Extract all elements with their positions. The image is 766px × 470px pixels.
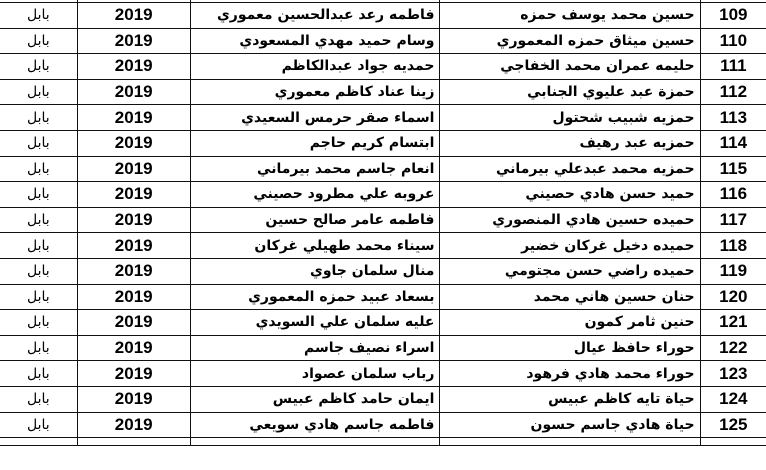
table-row — [0, 361, 766, 387]
row-number-cell: 124 — [700, 386, 766, 412]
table-row-partial-bottom — [0, 438, 766, 446]
student-name-cell: حنين ثامر كمون — [440, 310, 700, 336]
student-name-cell: حميده راضي حسن مجتومي — [440, 258, 700, 284]
student-name-cell: حوراء محمد هادي فرهود — [440, 361, 700, 387]
student-name-cell: حليمه عمران محمد الخفاجي — [440, 54, 700, 80]
mother-name-cell: عروبه علي مطرود حصيني — [190, 182, 440, 208]
student-name-cell: حمزة عبد عليوي الجنابي — [440, 79, 700, 105]
place-cell: بابل — [0, 130, 77, 156]
student-name-cell: حسين ميثاق حمزه المعموري — [440, 28, 700, 54]
table-row — [0, 79, 766, 105]
place-cell: بابل — [0, 105, 77, 131]
row-number-cell: 125 — [700, 412, 766, 438]
row-number-cell: 121 — [700, 310, 766, 336]
year-cell: 2019 — [77, 412, 190, 438]
table-row — [0, 284, 766, 310]
place-cell: بابل — [0, 310, 77, 336]
table-row — [0, 28, 766, 54]
year-cell: 2019 — [77, 28, 190, 54]
student-name-cell: حمزيه شبيب شحتول — [440, 105, 700, 131]
place-cell: بابل — [0, 79, 77, 105]
table-row — [0, 182, 766, 208]
mother-name-cell: بسعاد عبيد حمزه المعموري — [190, 284, 440, 310]
table-row — [0, 412, 766, 438]
place-cell — [0, 438, 77, 446]
row-number-cell: 112 — [700, 79, 766, 105]
place-cell: بابل — [0, 258, 77, 284]
student-name-cell: حميد حسن هادي حصيني — [440, 182, 700, 208]
row-number-cell — [700, 438, 766, 446]
year-cell: 2019 — [77, 258, 190, 284]
place-cell: بابل — [0, 207, 77, 233]
year-cell: 2019 — [77, 233, 190, 259]
row-number-cell: 113 — [700, 105, 766, 131]
student-name-cell: حياة هادي جاسم حسون — [440, 412, 700, 438]
table-row — [0, 335, 766, 361]
student-name-cell: حميده دخيل غركان خضير — [440, 233, 700, 259]
row-number-cell: 122 — [700, 335, 766, 361]
table-row — [0, 156, 766, 182]
year-cell: 2019 — [77, 54, 190, 80]
year-cell: 2019 — [77, 130, 190, 156]
year-cell: 2019 — [77, 3, 190, 29]
mother-name-cell: عليه سلمان علي السويدي — [190, 310, 440, 336]
year-cell: 2019 — [77, 310, 190, 336]
year-cell — [77, 438, 190, 446]
table-row — [0, 233, 766, 259]
year-cell: 2019 — [77, 156, 190, 182]
student-name-cell: حياة تايه كاظم عبيس — [440, 386, 700, 412]
mother-name-cell: اسماء صقر حرمس السعيدي — [190, 105, 440, 131]
mother-name-cell: زينا عناد كاظم معموري — [190, 79, 440, 105]
table-row — [0, 3, 766, 29]
table-row — [0, 207, 766, 233]
row-number-cell: 110 — [700, 28, 766, 54]
mother-name-cell: فاطمه رعد عبدالحسين معموري — [190, 3, 440, 29]
year-cell: 2019 — [77, 284, 190, 310]
year-cell: 2019 — [77, 361, 190, 387]
table-row — [0, 130, 766, 156]
table-row — [0, 386, 766, 412]
row-number-cell: 118 — [700, 233, 766, 259]
row-number-cell: 111 — [700, 54, 766, 80]
row-number-cell: 114 — [700, 130, 766, 156]
place-cell: بابل — [0, 361, 77, 387]
row-number-cell: 120 — [700, 284, 766, 310]
student-name-cell: حمزيه عبد رهيف — [440, 130, 700, 156]
student-name-cell: حسين محمد يوسف حمزه — [440, 3, 700, 29]
row-number-cell: 119 — [700, 258, 766, 284]
year-cell: 2019 — [77, 79, 190, 105]
table-row — [0, 310, 766, 336]
year-cell: 2019 — [77, 335, 190, 361]
row-number-cell: 123 — [700, 361, 766, 387]
year-cell: 2019 — [77, 386, 190, 412]
place-cell: بابل — [0, 3, 77, 29]
mother-name-cell: ايمان حامد كاظم عبيس — [190, 386, 440, 412]
student-name-cell: حمزيه محمد عبدعلي بيرماني — [440, 156, 700, 182]
mother-name-cell: ابتسام كريم حاجم — [190, 130, 440, 156]
mother-name-cell: حمديه جواد عبدالكاظم — [190, 54, 440, 80]
table-row — [0, 54, 766, 80]
year-cell: 2019 — [77, 105, 190, 131]
mother-name-cell: رباب سلمان عصواد — [190, 361, 440, 387]
place-cell: بابل — [0, 335, 77, 361]
mother-name-cell: فاطمه عامر صالح حسين — [190, 207, 440, 233]
mother-name-cell: منال سلمان جاوي — [190, 258, 440, 284]
mother-name-cell — [190, 438, 440, 446]
year-cell: 2019 — [77, 207, 190, 233]
student-name-cell: حوراء حافظ عيال — [440, 335, 700, 361]
place-cell: بابل — [0, 233, 77, 259]
place-cell: بابل — [0, 386, 77, 412]
student-name-cell: حنان حسين هاني محمد — [440, 284, 700, 310]
table-row — [0, 105, 766, 131]
student-name-cell: حميده حسين هادي المنصوري — [440, 207, 700, 233]
place-cell: بابل — [0, 412, 77, 438]
year-cell: 2019 — [77, 182, 190, 208]
place-cell: بابل — [0, 54, 77, 80]
place-cell: بابل — [0, 182, 77, 208]
mother-name-cell: سيناء محمد طهيلي غركان — [190, 233, 440, 259]
mother-name-cell: وسام حميد مهدي المسعودي — [190, 28, 440, 54]
mother-name-cell: اسراء نصيف جاسم — [190, 335, 440, 361]
row-number-cell: 117 — [700, 207, 766, 233]
mother-name-cell: انعام جاسم محمد بيرماني — [190, 156, 440, 182]
place-cell: بابل — [0, 156, 77, 182]
place-cell: بابل — [0, 284, 77, 310]
mother-name-cell: فاطمه جاسم هادي سويعي — [190, 412, 440, 438]
row-number-cell: 109 — [700, 3, 766, 29]
table-row — [0, 258, 766, 284]
row-number-cell: 115 — [700, 156, 766, 182]
row-number-cell: 116 — [700, 182, 766, 208]
student-name-cell — [440, 438, 700, 446]
place-cell: بابل — [0, 28, 77, 54]
